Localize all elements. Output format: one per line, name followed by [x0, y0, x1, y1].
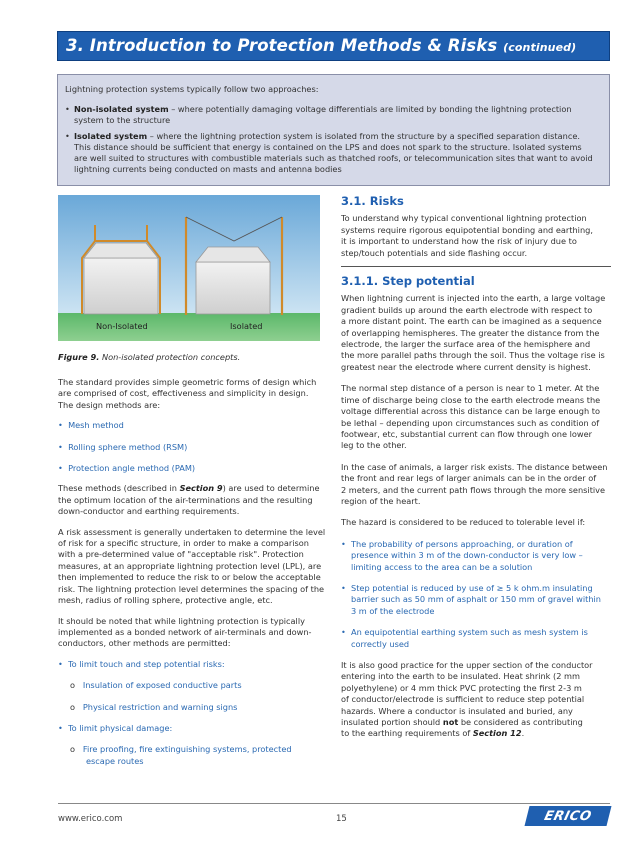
list-item: • To limit physical damage:: [58, 722, 173, 733]
label-non-isolated: Non-Isolated: [96, 321, 148, 331]
method-item: • Protection angle method (PAM): [58, 463, 196, 474]
left-column: [58, 377, 326, 767]
section-title-banner: [57, 31, 610, 61]
method-item: • Mesh method: [58, 420, 124, 431]
list-item: • To limit touch and step potential risks:: [58, 658, 225, 669]
intro-bullet-isolated: • Isolated system – where the lightning protection system is isolated from the structure by a specified separation distance. This distance should be sufficient that energy is contained on the LPS and does not spark to the structure. Isolated systems are well suited to structures with combustible materials such as thatched roofs, or telecommunication sites that want to avoid lightning currents being conducted on masts and antenna bodies: [65, 131, 593, 174]
paragraph: These methods (described in Section 9) are used to determine the optimum location of the air-terminations and the resulting down-conductor and earthing requirements.: [58, 483, 320, 517]
bullet-dot: •: [65, 131, 70, 141]
section-title: 3. Introduction to Protection Methods & Risks (continued): [66, 36, 577, 55]
paragraph: A risk assessment is generally undertaken to determine the level of risk for a specific structure, in order to make a comparison with a pre-determined value of "acceptable risk". Protection measures, at an appropriate lightning protection level (LPL), are then implemented to reduce the risk to or below the acceptable risk. The lightning protection level determines the spacing of the mesh, radius of rolling sphere, protective angle, etc.: [58, 526, 326, 606]
figure-illustration: [58, 195, 320, 341]
intro-bullet-non-isolated: • Non-isolated system – where potentially damaging voltage differentials are limited by bonding the lightning protection system to the structure: [65, 104, 572, 125]
hazard-item: • The probability of persons approaching, or duration of presence within 3 m of the down-conductor is very low – limiting access to the area can be a solution: [341, 538, 583, 572]
intro-box: [57, 74, 610, 186]
paragraph: To understand why typical conventional lightning protection systems require rigorous equipotential bonding and earthing, it is important to understand how the risk of injury due to step/touch potentials and side flashing occur.: [341, 213, 593, 258]
paragraph: The standard provides simple geometric forms of design which are comprised of cost, effectiveness and simplicity in design. The design methods are:: [58, 377, 317, 410]
hazard-item: • Step potential is reduced by use of ≥ 5 k ohm.m insulating barrier such as 50 mm of asphalt or 150 mm of gravel within 3 m of the electrode: [341, 582, 601, 616]
protection-concepts-illustration: [58, 195, 320, 341]
method-item: • Rolling sphere method (RSM): [58, 441, 188, 452]
paragraph: In the case of animals, a larger risk exists. The distance between the front and rear legs of larger animals can be in the order of 2 meters, and the current path flows through the more sensitive region of the heart.: [341, 461, 608, 506]
continued-label: (continued): [503, 41, 577, 54]
section-ref: Section 9: [179, 483, 223, 494]
paragraph: The normal step distance of a person is near to 1 meter. At the time of discharge being close to the earth electrode means the voltage differential across this distance can be large enough to be lethal – depending upon circumstances such as condition of footwear, etc, substantial current can flow through one lower leg to the other.: [341, 383, 601, 451]
paragraph: It should be noted that while lightning protection is typically implemented as a bonded network of air-terminals and down- conductors, other methods are permitted:: [58, 615, 312, 649]
figure-caption: Figure 9. Non-isolated protection concepts.: [58, 352, 241, 362]
section-ref: Section 12: [472, 728, 522, 739]
footer-divider: [58, 803, 610, 804]
sub-list-item: o Physical restriction and warning signs: [70, 701, 238, 712]
risks-heading: 3.1. Risks: [341, 194, 404, 208]
label-isolated: Isolated: [230, 321, 263, 331]
hazard-item: • An equipotential earthing system such as mesh system is correctly used: [341, 627, 588, 649]
right-column: [341, 196, 611, 740]
sub-list-item: o Insulation of exposed conductive parts: [70, 680, 242, 691]
sub-list-item: o Fire proofing, fire extinguishing systems, protected escape routes: [70, 744, 292, 766]
footer-url: www.erico.com: [58, 814, 123, 824]
intro-lead: Lightning protection systems typically follow two approaches:: [65, 84, 319, 94]
paragraph: It is also good practice for the upper section of the conductor entering into the earth to be insulated. Heat shrink (2 mm polyethylene) or 4 mm thick PVC protecting the first 2-3 m of conductor/electrode is sufficient to reduce step potential hazards. Where a conductor is insulated and buried, any insulated portion should not be considered as contributing to the earthing requirements of Section 12.: [341, 660, 593, 739]
paragraph: The hazard is considered to be reduced to tolerable level if:: [341, 517, 586, 528]
divider: [341, 266, 611, 267]
bullet-dot: •: [65, 104, 70, 114]
step-potential-heading: 3.1.1. Step potential: [341, 274, 475, 289]
paragraph: When lightning current is injected into the earth, a large voltage gradient builds up around the earth electrode with respect to a more distant point. The earth can be imagined as a sequence of overlapping hemispheres. The greater the distance from the electrode, the larger the surface area of the hemisphere and the more parallel paths through the soil. Thus the voltage rise is greatest near the electrode where current density is highest.: [341, 293, 606, 372]
page-number: 15: [336, 814, 347, 824]
erico-logo: ERICO: [525, 806, 612, 826]
